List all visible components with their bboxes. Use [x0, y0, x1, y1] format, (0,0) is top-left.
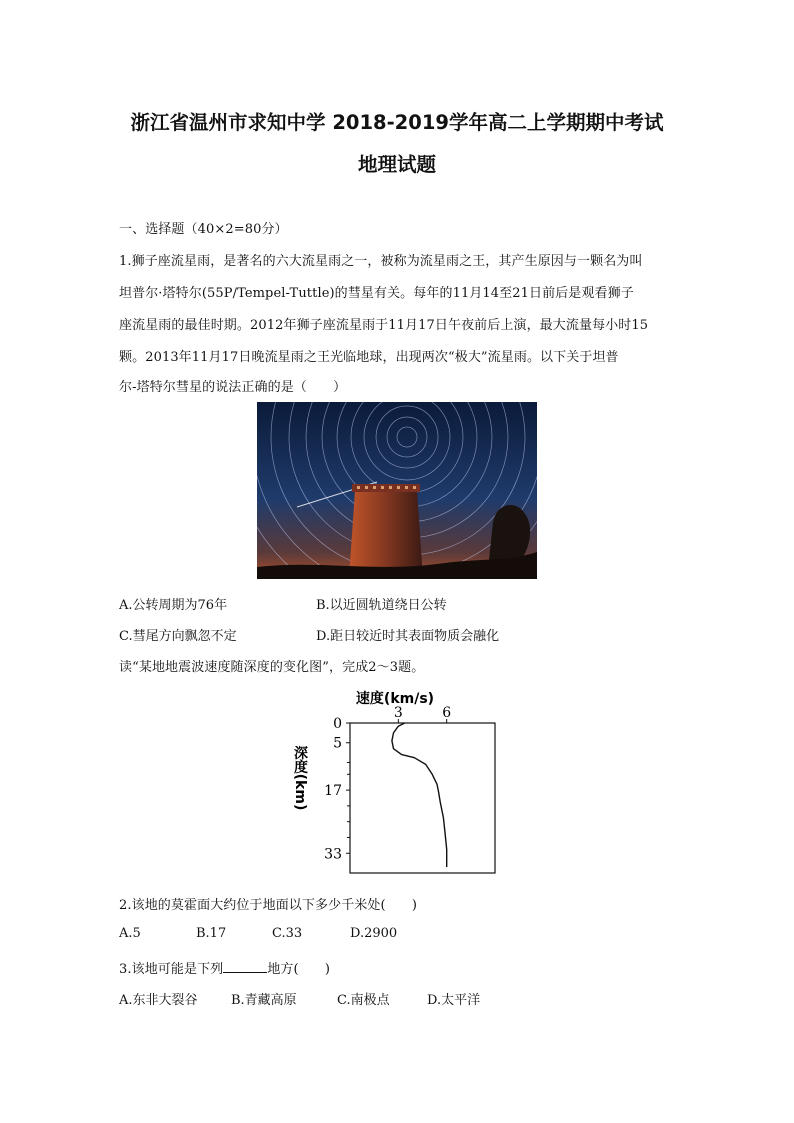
q1-option-b: B.以近圆轨道绕日公转	[316, 598, 447, 613]
question-1-line: 颗。2013年11月17日晚流星雨之王光临地球，出现两次“极大”流星雨。以下关于坦普	[119, 350, 619, 365]
section-heading: 一、选择题（40×2=80分）	[119, 222, 288, 237]
x-tick-label: 6	[442, 705, 452, 721]
y-tick-label: 5	[333, 735, 342, 752]
q3-option-c: C.南极点	[337, 993, 390, 1008]
y-axis-label: 深度(km)	[292, 745, 308, 811]
chart-frame	[350, 723, 495, 873]
q2-option-c: C.33	[272, 926, 303, 941]
question-2-stem: 2.该地的莫霍面大约位于地面以下多少千米处( )	[119, 898, 418, 913]
star-trail-image	[257, 402, 537, 579]
seismic-velocity-svg	[290, 685, 510, 880]
question-1-line: 1.狮子座流星雨，是著名的六大流星雨之一，被称为流星雨之王，其产生原因与一颗名为叫	[119, 254, 643, 269]
question-1-line: 座流星雨的最佳时期。2012年狮子座流星雨于11月17日午夜前后上演，最大流量每小时15	[119, 318, 649, 333]
q3-option-d: D.太平洋	[427, 993, 481, 1008]
q3-option-b: B.青藏高原	[231, 993, 297, 1008]
chart-title: 速度(km/s)	[355, 691, 435, 707]
x-tick-label: 3	[393, 705, 403, 721]
star-trail-photo	[257, 402, 537, 579]
q3-option-a: A.东非大裂谷	[119, 993, 198, 1008]
q2-option-d: D.2900	[350, 926, 398, 941]
y-tick-label: 33	[324, 846, 342, 863]
y-tick-label: 17	[324, 783, 342, 800]
y-tick-label: 0	[333, 716, 342, 732]
question-1-line: 坦普尔·塔特尔(55P/Tempel-Tuttle)的彗星有关。每年的11月14至21日前后是观看狮子	[119, 286, 634, 301]
question-3-stem	[119, 958, 330, 977]
q1-option-d: D.距日较近时其表面物质会融化	[316, 629, 500, 644]
question-2-3-intro: 读“某地地震波速度随深度的变化图”，完成2～3题。	[119, 660, 425, 675]
velocity-curve	[392, 723, 447, 867]
answer-blank	[223, 960, 267, 973]
seismic-velocity-chart	[290, 685, 510, 880]
q2-option-b: B.17	[196, 926, 227, 941]
exam-subject-title: 地理试题	[357, 153, 436, 176]
q1-option-c: C.彗尾方向飘忽不定	[119, 629, 237, 644]
question-3-stem-end: 地方( )	[267, 962, 331, 977]
question-1-line: 尔-塔特尔彗星的说法正确的是（ ）	[119, 380, 347, 395]
q2-option-a: A.5	[119, 926, 141, 941]
question-3-stem-start: 3.该地可能是下列	[119, 962, 224, 977]
exam-title: 浙江省温州市求知中学 2018-2019学年高二上学期期中考试	[130, 111, 664, 134]
q1-option-a: A.公转周期为76年	[119, 598, 228, 613]
